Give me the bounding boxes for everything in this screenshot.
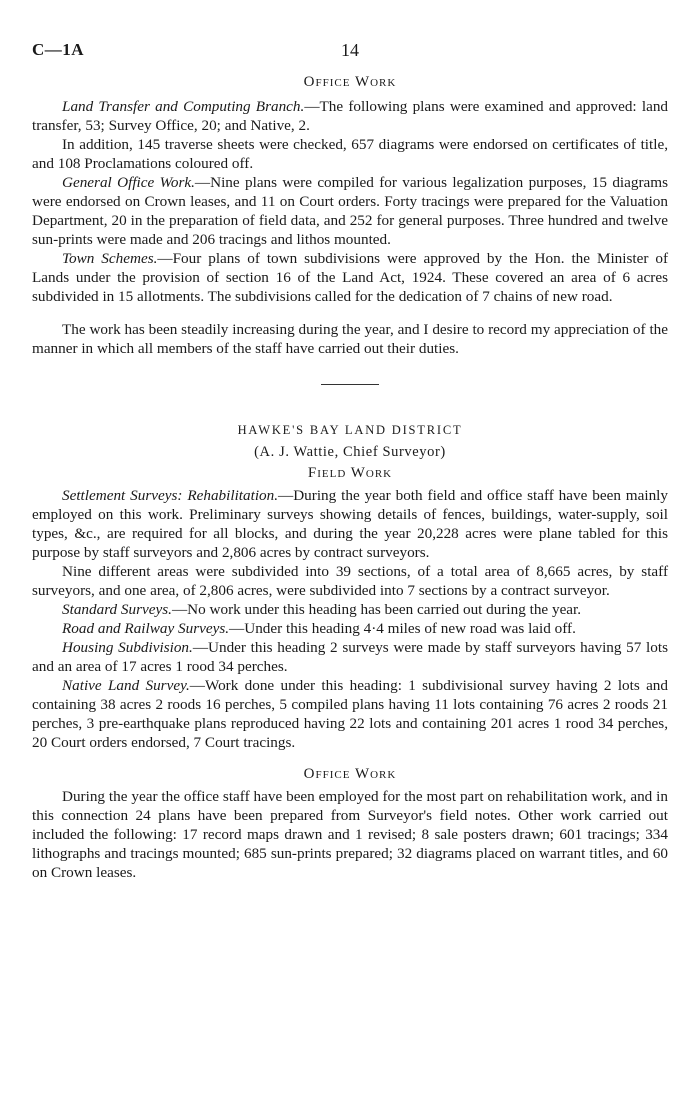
paragraph-text: —Under this heading 2 surveys were made by staff surveyors having 57 lots and an area of 17 acres 1 rood 34 perches. (32, 639, 668, 675)
paragraph-text: —Four plans of town subdivisions were approved by the Hon. the Minister of Lands under the provision of section 16 of the Land Act, 1924. These covered an area of 6 acres subdivided in 15 allotments. The subdivisions called for the dedication of 7 chains of new road. (32, 250, 668, 305)
document-page (32, 40, 668, 882)
paragraph-town-schemes (32, 249, 668, 306)
paragraph-land-transfer (32, 97, 668, 135)
paragraph-text: —Under this heading 4·4 miles of new road was laid off. (229, 620, 576, 637)
paragraph-standard-surveys (32, 600, 668, 619)
district-heading: HAWKE'S BAY LAND DISTRICT (237, 423, 463, 437)
paragraph-lead: Native Land Survey. (62, 677, 190, 694)
paragraph-text: —During the year both field and office staff have been mainly employed on this work. Preliminary surveys showing details of fences, buildings, water-supply, soil types, &c., are required for all blocks, and during the year 20,228 acres were plane tabled for this purpose by staff surveyors and 2,806 acres by contract surveyors. (32, 487, 668, 561)
section-divider (321, 384, 379, 385)
page-header (32, 40, 668, 66)
office-work-body (32, 97, 668, 306)
paragraph-settlement-surveys (32, 486, 668, 562)
field-work-body (32, 486, 668, 752)
paragraph-lead: Settlement Surveys: Rehabilitation. (62, 487, 279, 504)
paragraph-native-land-survey (32, 676, 668, 752)
paragraph-subdivided-areas (32, 562, 668, 600)
paragraph-text: —No work under this heading has been carried out during the year. (171, 601, 582, 618)
paragraph-office-work-hawkes-bay: During the year the office staff have been employed for the most part on rehabilitation work, and in this connection 24 plans have been prepared from Surveyor's field notes. Other work carried out included the following: 17 record maps drawn and 1 revised; 8 sale posters drawn; 601 tracings; 334 lithographs and tracings mounted; 685 sun-prints prepared; 32 diagrams placed on warrant titles, and 60 on Crown leases. (32, 788, 668, 881)
paragraph-general-office-work (32, 173, 668, 249)
paragraph-lead: Land Transfer and Computing Branch. (62, 98, 305, 115)
paragraph-text: —The following plans were examined and approved: land transfer, 53; Survey Office, 20; and Native, 2. (32, 98, 669, 134)
paragraph-lead: Standard Surveys. (62, 601, 172, 618)
paragraph-lead: Town Schemes. (62, 250, 158, 267)
paragraph-text: In addition, 145 traverse sheets were checked, 657 diagrams were endorsed on certificates of title, and 108 Proclamations coloured off. (32, 136, 668, 172)
paragraph-lead: General Office Work. (62, 174, 195, 191)
paragraph-text: Nine different areas were subdivided into 39 sections, of a total area of 8,665 acres, by staff surveyors, and one area, of 2,806 acres, were subdivided into 7 sections by a contract surveyor. (32, 563, 668, 599)
paragraph-traverse-sheets (32, 135, 668, 173)
paragraph-text: —Nine plans were compiled for various legalization purposes, 15 diagrams were endorsed on Crown leases, and 11 on Court orders. Forty tracings were prepared for the Valuation Department, 20 in the preparation of field data, and 252 for general purposes. Three hundred and twelve sun-prints were made and 206 tracings and lithos mounted. (32, 174, 668, 248)
page-number: 14 (341, 40, 359, 60)
section-heading-office-work: Office Work (303, 74, 397, 90)
closing-paragraph: The work has been steadily increasing during the year, and I desire to record my appreciation of the manner in which all members of the staff have carried out their duties. (32, 321, 668, 357)
chief-surveyor-line: (A. J. Wattie, Chief Surveyor) (254, 444, 446, 460)
section-heading-field-work: Field Work (307, 465, 393, 481)
paragraph-housing-subdivision (32, 638, 668, 676)
paragraph-text: —Work done under this heading: 1 subdivisional survey having 2 lots and containing 38 acres 2 roods 16 perches, 5 compiled plans having 11 lots containing 76 acres 2 roods 21 perches, 3 pre-earthquake plans reproduced having 22 lots and containing 201 acres 1 rood 34 perches, 20 Court orders endorsed, 7 Court tracings. (32, 677, 668, 751)
paragraph-lead: Housing Subdivision. (62, 639, 193, 656)
paragraph-road-railway-surveys (32, 619, 668, 638)
section-heading-office-work-2: Office Work (303, 766, 397, 782)
paragraph-lead: Road and Railway Surveys. (62, 620, 230, 637)
page-reference: C—1A (32, 40, 85, 59)
